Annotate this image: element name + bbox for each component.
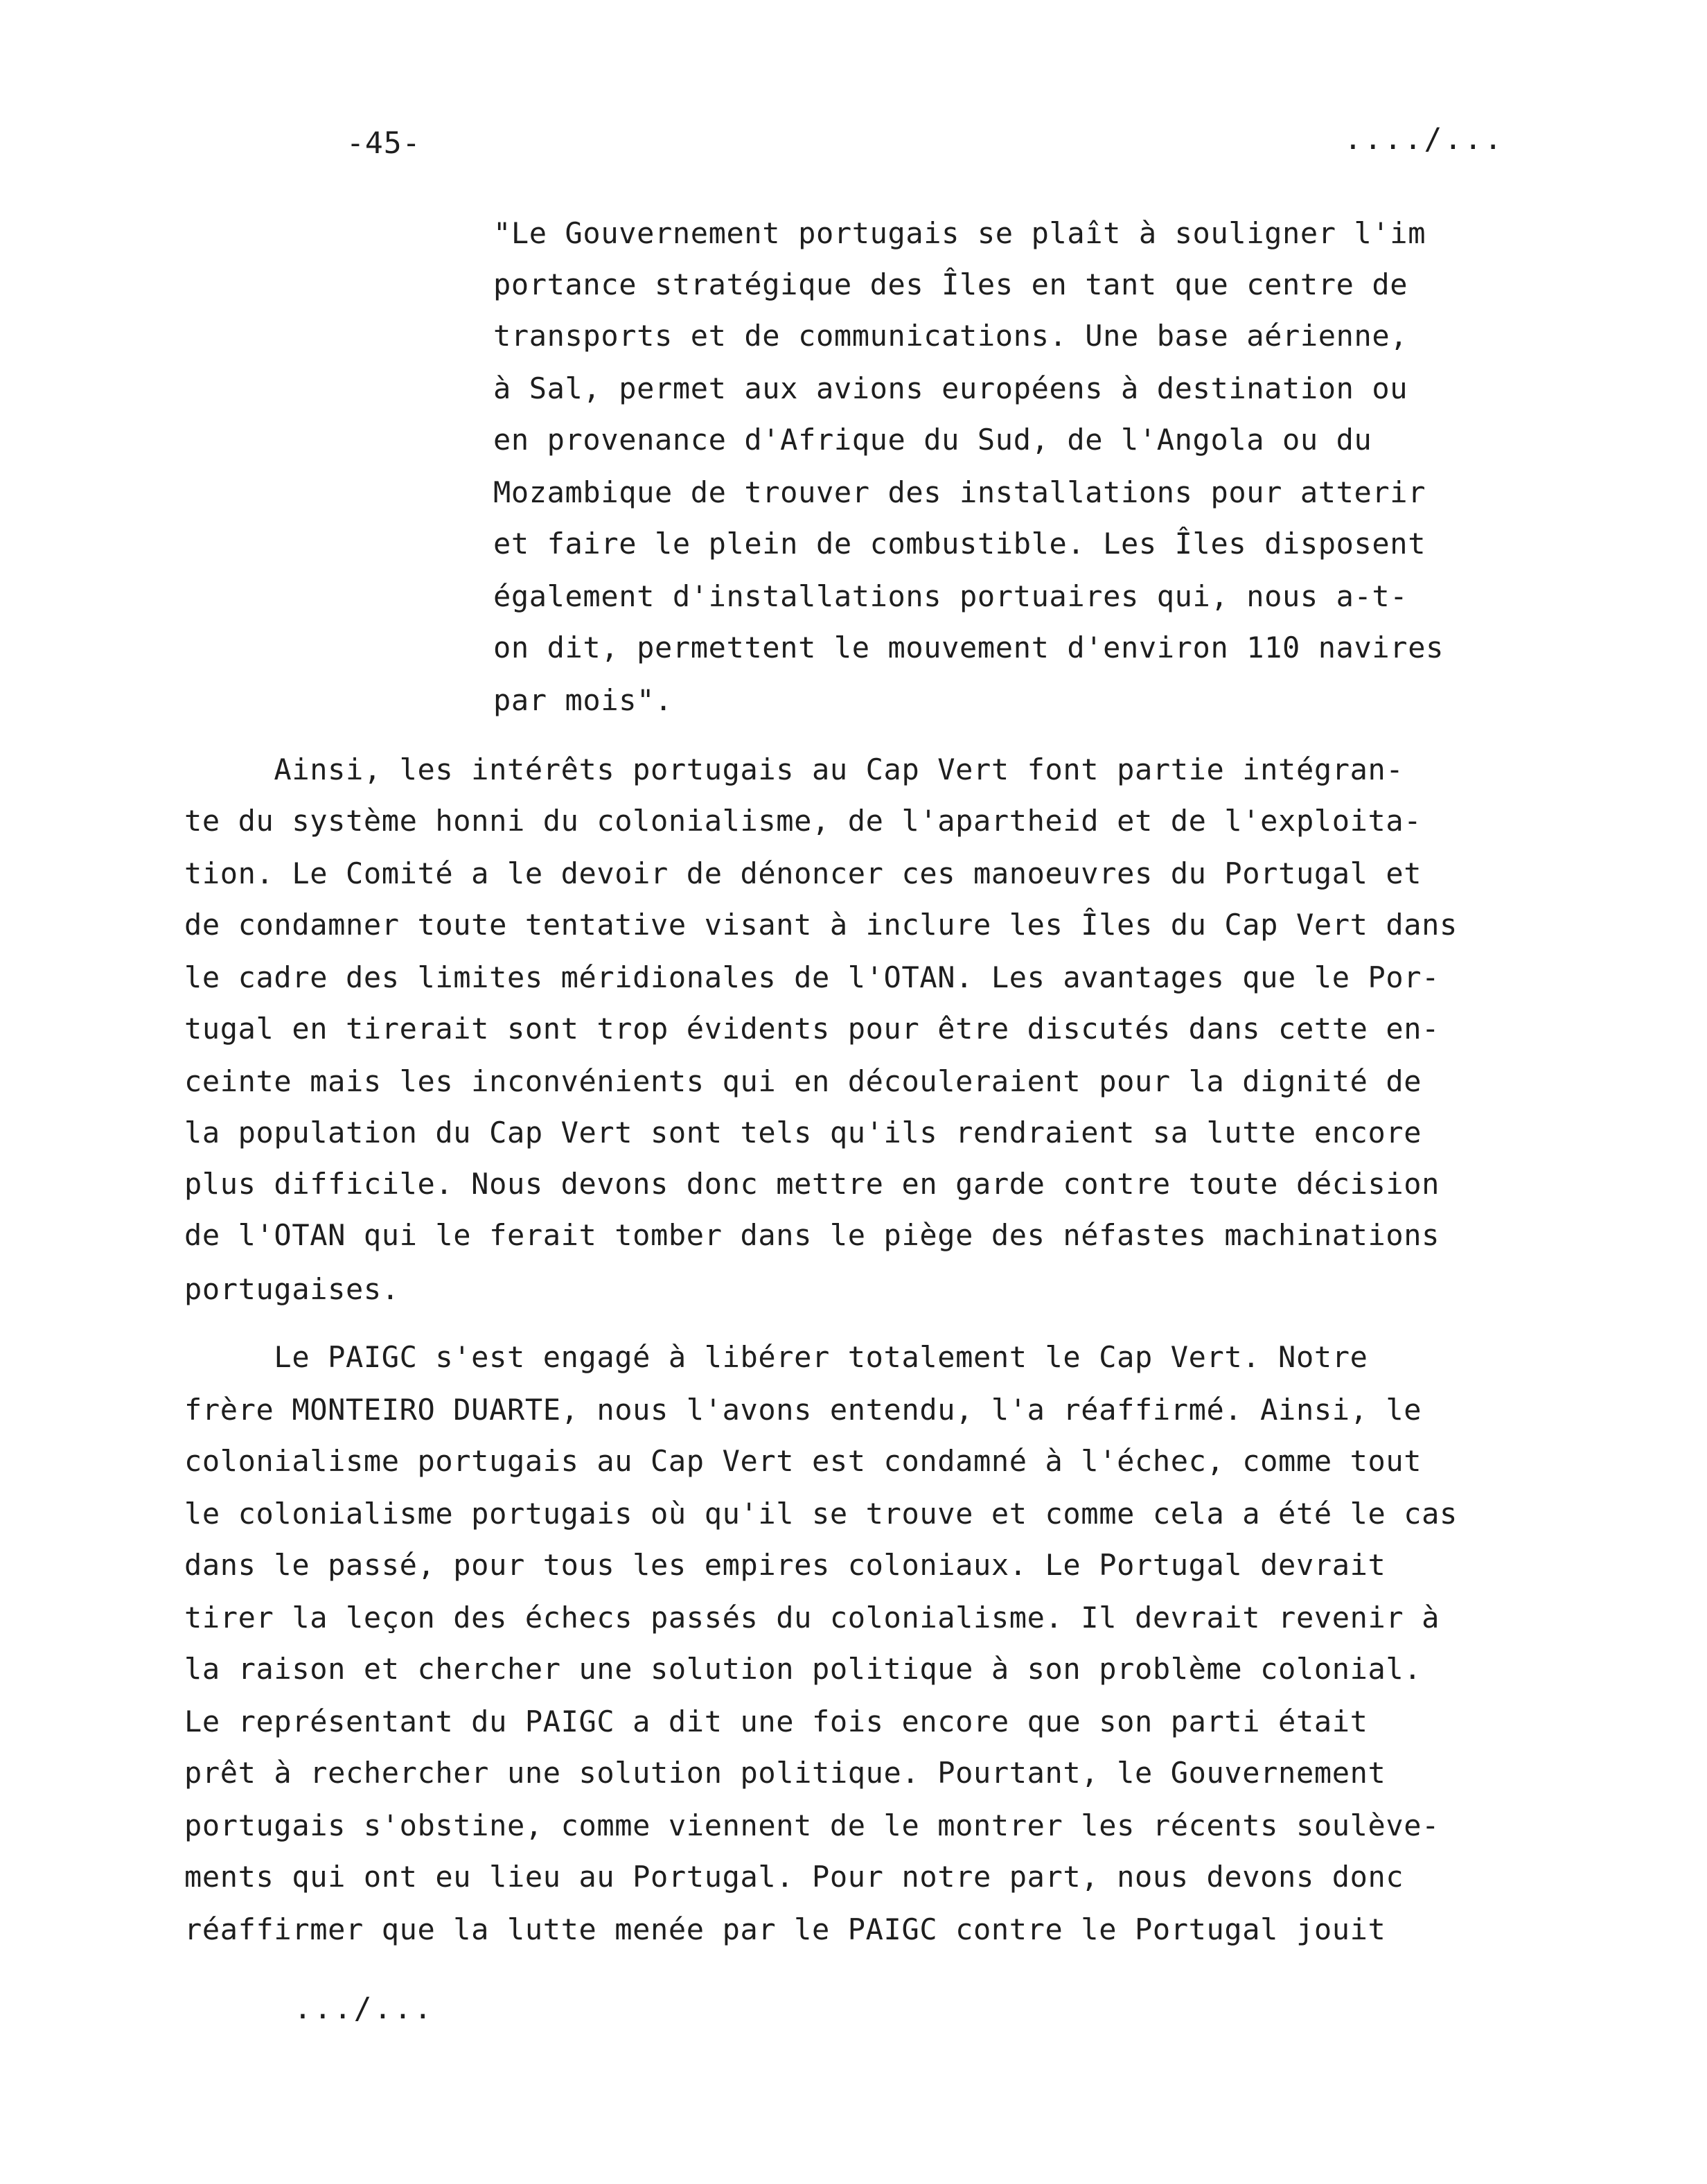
- quote-line: et faire le plein de combustible. Les Îles disposent: [493, 527, 1426, 561]
- quote-line: par mois".: [493, 683, 673, 717]
- body-line: le colonialisme portugais où qu'il se trouve et comme cela a été le cas: [184, 1497, 1458, 1531]
- quote-line: on dit, permettent le mouvement d'environ 110 navires: [493, 631, 1444, 664]
- body-line: tirer la leçon des échecs passés du colonialisme. Il devrait revenir à: [184, 1601, 1440, 1635]
- body-line: dans le passé, pour tous les empires coloniaux. Le Portugal devrait: [184, 1548, 1386, 1582]
- body-line: la population du Cap Vert sont tels qu'ils rendraient sa lutte encore: [184, 1116, 1422, 1150]
- continuation-marker-bottom: .../...: [294, 1991, 434, 2026]
- body-line: plus difficile. Nous devons donc mettre en garde contre toute décision: [184, 1167, 1440, 1201]
- body-line: le cadre des limites méridionales de l'OTAN. Les avantages que le Por-: [184, 960, 1440, 994]
- quote-line: Mozambique de trouver des installations pour atterir: [493, 475, 1426, 509]
- body-line: prêt à rechercher une solution politique. Pourtant, le Gouvernement: [184, 1756, 1386, 1790]
- body-line: de condamner toute tentative visant à inclure les Îles du Cap Vert dans: [184, 908, 1458, 942]
- body-line: la raison et chercher une solution politique à son problème colonial.: [184, 1652, 1422, 1686]
- body-line: te du système honni du colonialisme, de l'apartheid et de l'exploita-: [184, 804, 1422, 838]
- body-line: tion. Le Comité a le devoir de dénoncer ces manoeuvres du Portugal et: [184, 856, 1422, 890]
- body-line: portugaises.: [184, 1272, 400, 1306]
- quote-line: portance stratégique des Îles en tant que centre de: [493, 267, 1408, 301]
- quote-line: "Le Gouvernement portugais se plaît à souligner l'im: [493, 216, 1426, 250]
- body-line: tugal en tirerait sont trop évidents pour être discutés dans cette en-: [184, 1012, 1440, 1046]
- body-line: Ainsi, les intérêts portugais au Cap Vert font partie intégran-: [184, 752, 1404, 786]
- body-line: ceinte mais les inconvénients qui en découleraient pour la dignité de: [184, 1064, 1422, 1098]
- body-line: réaffirmer que la lutte menée par le PAIGC contre le Portugal jouit: [184, 1912, 1386, 1946]
- body-line: ments qui ont eu lieu au Portugal. Pour notre part, nous devons donc: [184, 1860, 1404, 1894]
- body-line: frère MONTEIRO DUARTE, nous l'avons entendu, l'a réaffirmé. Ainsi, le: [184, 1393, 1422, 1427]
- quote-line: en provenance d'Afrique du Sud, de l'Angola ou du: [493, 423, 1372, 457]
- body-line: portugais s'obstine, comme viennent de le montrer les récents soulève-: [184, 1808, 1440, 1842]
- body-line: colonialisme portugais au Cap Vert est condamné à l'échec, comme tout: [184, 1444, 1422, 1478]
- quote-line: transports et de communications. Une base aérienne,: [493, 319, 1408, 353]
- body-line: de l'OTAN qui le ferait tomber dans le piège des néfastes machinations: [184, 1218, 1440, 1252]
- page-number: -45-: [346, 126, 421, 161]
- body-line: Le PAIGC s'est engagé à libérer totalement le Cap Vert. Notre: [184, 1340, 1368, 1374]
- quote-line: également d'installations portuaires qui, nous a-t-: [493, 579, 1408, 613]
- body-line: Le représentant du PAIGC a dit une fois encore que son parti était: [184, 1705, 1368, 1738]
- continuation-marker-top: ..../...: [1344, 122, 1505, 157]
- quote-line: à Sal, permet aux avions européens à destination ou: [493, 371, 1408, 405]
